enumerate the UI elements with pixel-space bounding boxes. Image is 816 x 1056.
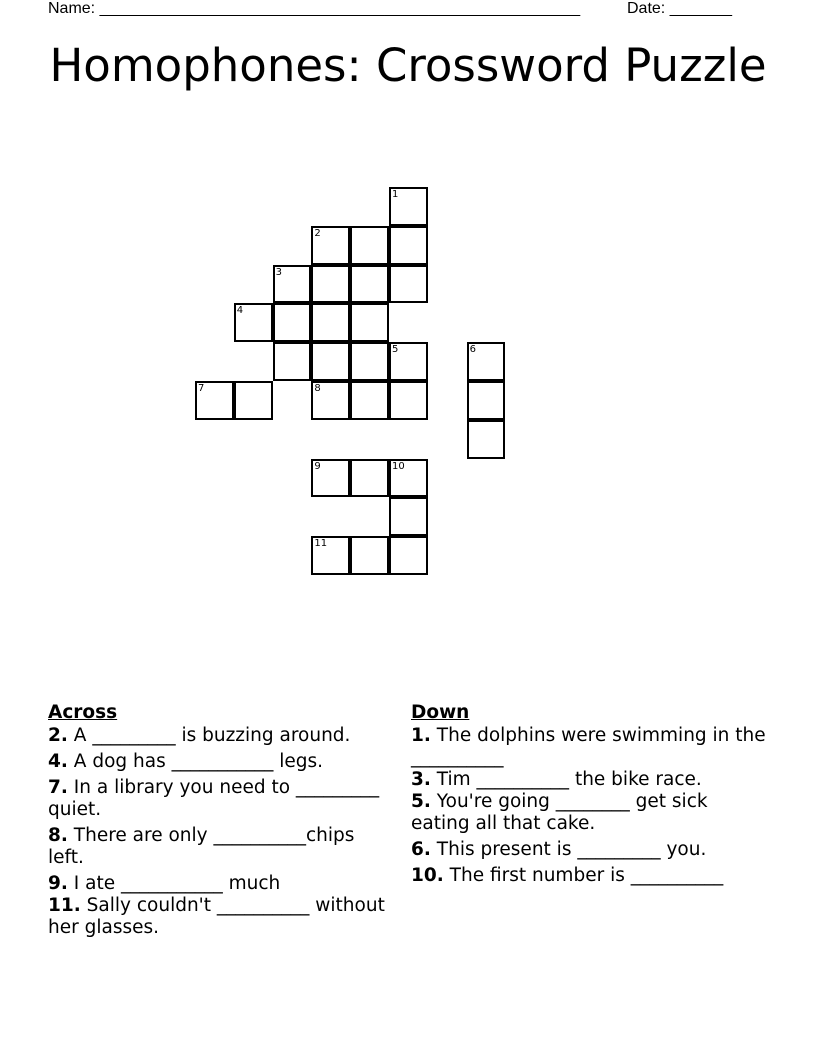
crossword-cell[interactable] [467,420,506,459]
crossword-cell[interactable] [234,303,273,342]
clue-text: The first number is __________ [443,865,724,886]
clue-across-11 [48,895,393,939]
clue-number: 5. [411,791,431,812]
crossword-cell[interactable] [311,536,350,575]
crossword-cell[interactable] [273,342,312,381]
crossword-cell[interactable] [234,381,273,420]
clue-number: 6. [411,839,431,860]
page-title: Homophones: Crossword Puzzle [49,39,767,92]
clue-across-4 [48,751,393,773]
clue-text: Sally couldn't __________ without her glasses. [48,895,385,938]
clue-number: 4. [48,751,68,772]
crossword-cell[interactable] [311,381,350,420]
crossword-cell[interactable] [389,226,428,265]
name-field-label[interactable]: Name: ______________________________________________________ [48,0,581,17]
clue-text: Tim __________ the bike race. [430,769,702,790]
crossword-cell[interactable] [350,536,389,575]
clue-down-1 [411,725,771,769]
crossword-cell[interactable] [389,342,428,381]
cell-number: 7 [198,383,205,394]
clue-number: 2. [48,725,68,746]
clue-across-2 [48,725,393,747]
clue-across-8 [48,825,393,869]
cell-number: 11 [314,538,328,550]
crossword-cell[interactable] [350,265,389,304]
cell-number: 6 [469,344,476,356]
across-heading: Across [48,702,118,723]
cell-number: 10 [392,460,405,472]
crossword-cell[interactable] [350,381,389,420]
clue-number: 10. [411,865,444,886]
clue-text: This present is _________ you. [430,839,707,860]
crossword-cell[interactable] [467,381,506,420]
clue-down-10 [411,865,771,887]
crossword-cell[interactable] [389,497,428,536]
crossword-cell[interactable] [389,536,428,575]
clue-number: 9. [48,873,68,894]
crossword-cell[interactable] [350,342,389,381]
clue-text: I ate ___________ much [67,873,281,894]
clue-across-9 [48,873,393,895]
date-field-label[interactable]: Date: _______ [627,0,732,17]
clue-across-7 [48,777,393,821]
clue-down-6 [411,839,771,861]
clue-number: 11. [48,895,81,916]
crossword-cell[interactable] [350,459,389,498]
crossword-cell[interactable] [467,342,506,381]
crossword-cell[interactable] [311,303,350,342]
down-clues [411,702,771,891]
clue-text: In a library you need to _________ quiet. [48,777,380,820]
across-clues [48,702,393,943]
crossword-cell[interactable] [350,226,389,265]
crossword-cell[interactable] [389,459,428,498]
cell-number: 3 [275,266,282,278]
clue-number: 1. [411,725,431,746]
clue-text: The dolphins were swimming in the __________ [411,725,766,768]
crossword-cell[interactable] [389,265,428,304]
clue-down-5 [411,791,771,835]
crossword-cell[interactable] [389,381,428,420]
cell-number: 8 [314,383,321,394]
crossword-cell[interactable] [389,187,428,226]
clue-text: A dog has ___________ legs. [67,751,324,772]
cell-number: 1 [392,189,399,200]
clue-text: There are only __________chips left. [48,825,355,868]
crossword-cell[interactable] [273,265,312,304]
clue-text: You're going ________ get sick eating all that cake. [411,791,708,834]
clue-number: 7. [48,777,68,798]
crossword-cell[interactable] [311,265,350,304]
cell-number: 2 [314,227,321,239]
cell-number: 5 [392,344,399,356]
clue-down-3 [411,769,771,791]
cell-number: 4 [236,305,244,317]
crossword-cell[interactable] [273,303,312,342]
cell-number: 9 [314,460,321,472]
down-heading: Down [411,702,470,723]
clue-text: A _________ is buzzing around. [67,725,351,746]
crossword-cell[interactable] [350,303,389,342]
clue-number: 3. [411,769,431,790]
crossword-cell[interactable] [311,342,350,381]
crossword-cell[interactable] [311,459,350,498]
crossword-cell[interactable] [311,226,350,265]
crossword-cell[interactable] [195,381,234,420]
clue-number: 8. [48,825,68,846]
